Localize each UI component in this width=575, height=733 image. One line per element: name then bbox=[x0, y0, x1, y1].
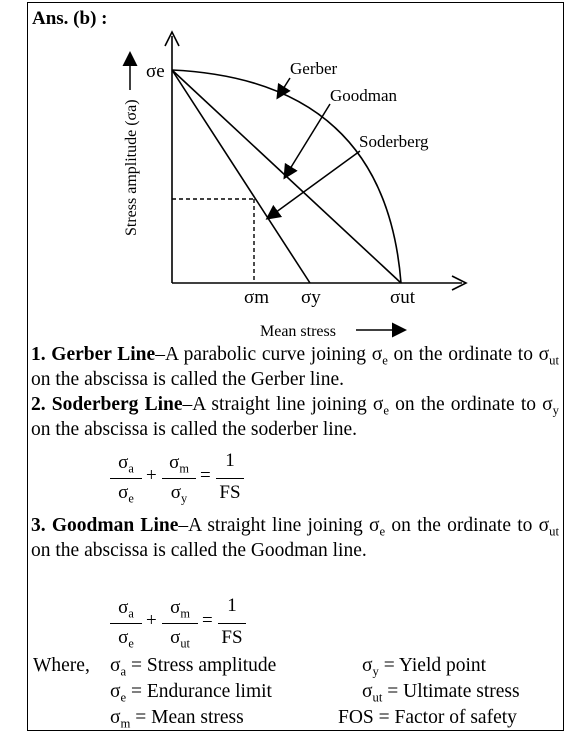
legend-sigma-a: $\sigma_a$ = Stress amplitude bbox=[110, 655, 277, 679]
y-axis-label: Stress amplitude (σa) bbox=[123, 99, 140, 236]
sigma-y-label: σy bbox=[301, 287, 321, 308]
gerber-paragraph: 1. Gerber Line–A parabolic curve joining $\sigma_e$ on the ordinate to $\sigma_{ut}$ on the abscissa is called the Gerber line. bbox=[31, 344, 559, 390]
soderberg-paragraph: 2. Soderberg Line–A straight line joining $\sigma_e$ on the ordinate to $\sigma_y$ on the abscissa is called the soderber line. bbox=[31, 394, 559, 440]
soderberg-equation: $\sigma_a$ $\sigma_e$ + $\sigma_m$ $\sigma_y$ = 1 FS bbox=[110, 448, 260, 508]
goodman-paragraph: 3. Goodman Line–A straight line joining $\sigma_e$ on the ordinate to $\sigma_{ut}$ on the abscissa is called the Goodman line. bbox=[31, 515, 559, 561]
sigma-e-label: σe bbox=[146, 61, 165, 82]
legend-sigma-y: $\sigma_y$ = Yield point bbox=[362, 655, 487, 679]
soderberg-line bbox=[172, 70, 310, 283]
goodman-label: Goodman bbox=[330, 86, 398, 105]
goodman-leader bbox=[285, 104, 330, 177]
goodman-equation: $\sigma_a$ $\sigma_e$ + $\sigma_m$ $\sigma_{ut}$ = 1 FS bbox=[110, 593, 260, 653]
answer-heading: Ans. (b) : bbox=[32, 8, 108, 29]
fatigue-diagram bbox=[0, 0, 575, 345]
soderberg-label: Soderberg bbox=[359, 132, 429, 151]
legend-sigma-m: $\sigma_m$ = Mean stress bbox=[110, 707, 244, 731]
legend-sigma-e: $\sigma_e$ = Endurance limit bbox=[110, 681, 272, 705]
where-label: Where, bbox=[33, 655, 90, 676]
soderberg-leader bbox=[268, 151, 360, 218]
gerber-label: Gerber bbox=[290, 59, 338, 78]
x-axis-label: Mean stress bbox=[260, 323, 336, 340]
sigma-ut-label: σut bbox=[390, 287, 416, 308]
legend-sigma-ut: $\sigma_{ut}$ = Ultimate stress bbox=[362, 681, 520, 705]
legend-fos: FOS = Factor of safety bbox=[338, 707, 517, 728]
sigma-m-label: σm bbox=[244, 287, 270, 308]
